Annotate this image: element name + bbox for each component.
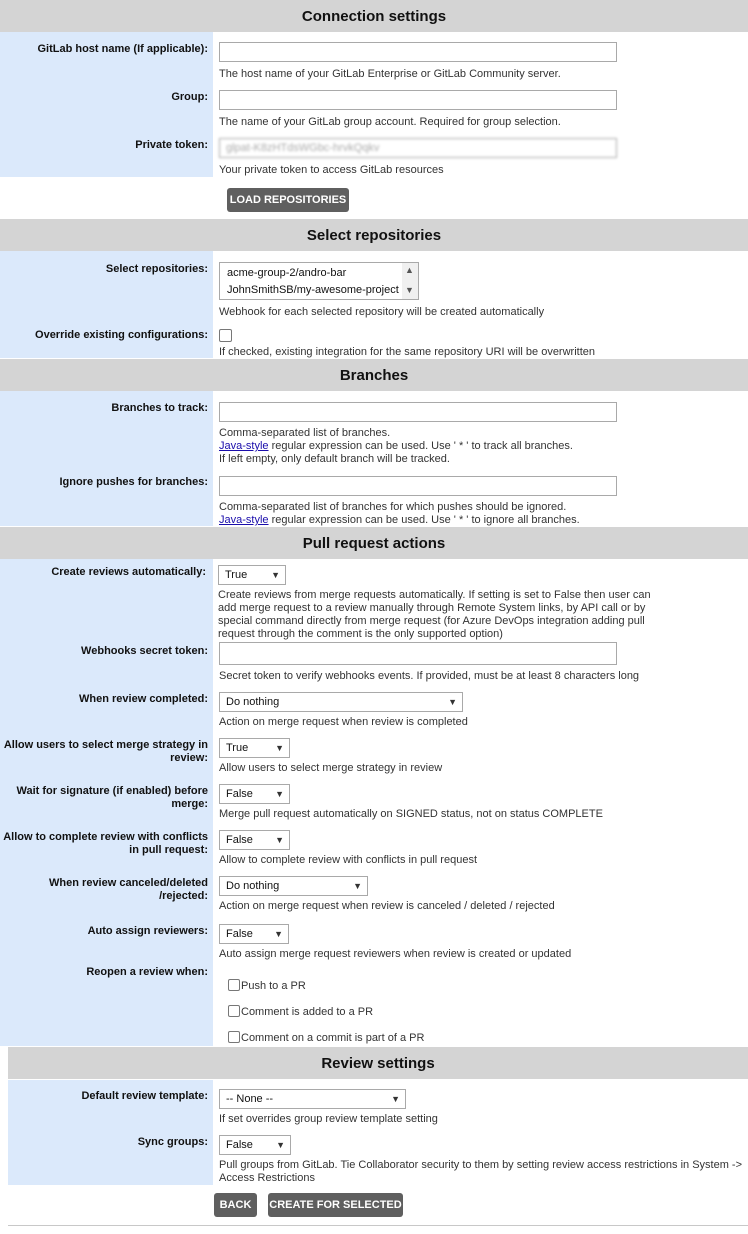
reopen-comment-label: Comment is added to a PR — [241, 1006, 374, 1018]
merge-strategy-label: Allow users to select merge strategy in review: — [3, 739, 208, 764]
ignore-pushes-help-regex: regular expression can be used. Use ' * ' to ignore all branches. — [268, 514, 580, 526]
branches-track-help-3: If left empty, only default branch will be tracked. — [219, 453, 450, 465]
conflicts-value: False — [226, 834, 253, 846]
section-header-branches: Branches — [0, 359, 748, 391]
chevron-down-icon: ▼ — [276, 1140, 285, 1150]
webhooks-secret-label: Webhooks secret token: — [81, 645, 208, 657]
branches-track-help-2 — [219, 440, 573, 453]
create-for-selected-button[interactable]: CREATE FOR SELECTED — [268, 1193, 403, 1217]
host-help: The host name of your GitLab Enterprise or GitLab Community server. — [219, 68, 561, 80]
footer-divider — [8, 1225, 748, 1226]
repository-option[interactable]: JohnSmithSB/my-awesome-project — [227, 284, 399, 296]
group-help: The name of your GitLab group account. Required for group selection. — [219, 116, 561, 128]
sync-groups-value: False — [226, 1139, 253, 1151]
java-style-link[interactable]: Java-style — [219, 514, 269, 526]
java-style-link[interactable]: Java-style — [219, 440, 269, 452]
chevron-down-icon: ▼ — [448, 697, 457, 707]
chevron-down-icon: ▼ — [275, 835, 284, 845]
repositories-listbox[interactable] — [219, 262, 419, 300]
load-repositories-button[interactable]: LOAD REPOSITORIES — [227, 188, 349, 212]
select-repositories-help: Webhook for each selected repository will be created automatically — [219, 306, 545, 318]
conflicts-label: Allow to complete review with conflicts in pull request: — [3, 831, 208, 856]
group-label: Group: — [171, 91, 208, 103]
ignore-pushes-label: Ignore pushes for branches: — [59, 476, 208, 488]
select-repositories-label: Select repositories: — [105, 263, 208, 275]
merge-strategy-value: True — [226, 742, 249, 754]
create-reviews-label: Create reviews automatically: — [51, 566, 206, 578]
listbox-scrollbar[interactable] — [402, 263, 418, 299]
review-completed-label: When review completed: — [79, 693, 208, 705]
reopen-push-label: Push to a PR — [241, 980, 306, 992]
chevron-down-icon: ▼ — [391, 1094, 400, 1104]
conflicts-help: Allow to complete review with conflicts in pull request — [219, 854, 478, 866]
token-help: Your private token to access GitLab resources — [219, 164, 444, 176]
webhooks-secret-input[interactable] — [219, 642, 617, 665]
scroll-up-icon[interactable]: ▲ — [405, 265, 414, 275]
review-canceled-label: When review canceled/deleted /rejected: — [49, 877, 208, 902]
auto-assign-value: False — [226, 928, 253, 940]
sync-groups-help: Pull groups from GitLab. Tie Collaborator security to them by setting review access restrictions in System -> Access Restrictions — [219, 1159, 743, 1184]
conflicts-select[interactable] — [219, 830, 290, 850]
chevron-down-icon: ▼ — [271, 570, 280, 580]
branches-track-label: Branches to track: — [111, 402, 208, 414]
branches-track-help-1: Comma-separated list of branches. — [219, 427, 391, 439]
review-canceled-help: Action on merge request when review is canceled / deleted / rejected — [219, 900, 555, 912]
group-input[interactable] — [219, 90, 617, 110]
section-header-connection: Connection settings — [0, 0, 748, 32]
create-reviews-help: Create reviews from merge requests automatically. If setting is set to False then user can add merge request to a review manually through Remote System links, by API call or by special command directly from merge request (for Azure DevOps integration adding pull request through the comment is the only supported option) — [218, 589, 651, 640]
review-completed-value: Do nothing — [226, 696, 280, 708]
review-template-help: If set overrides group review template setting — [219, 1113, 438, 1125]
review-canceled-value: Do nothing — [226, 880, 280, 892]
back-button[interactable]: BACK — [214, 1193, 257, 1217]
review-completed-select[interactable] — [219, 692, 463, 712]
private-token-input[interactable] — [219, 138, 617, 158]
branches-track-help-regex: regular expression can be used. Use ' * ' to track all branches. — [268, 440, 573, 452]
section-header-pull-request: Pull request actions — [0, 527, 748, 559]
chevron-down-icon: ▼ — [275, 743, 284, 753]
token-label: Private token: — [135, 139, 208, 151]
wait-signature-value: False — [226, 788, 253, 800]
review-template-value: -- None -- — [226, 1093, 274, 1105]
sync-groups-label: Sync groups: — [137, 1136, 208, 1148]
wait-signature-label: Wait for signature (if enabled) before merge: — [16, 785, 208, 810]
review-template-label: Default review template: — [81, 1090, 208, 1102]
review-completed-help: Action on merge request when review is completed — [219, 716, 468, 728]
reopen-commit-comment-label: Comment on a commit is part of a PR — [241, 1032, 425, 1044]
chevron-down-icon: ▼ — [275, 789, 284, 799]
scroll-down-icon[interactable]: ▼ — [405, 285, 414, 295]
override-help: If checked, existing integration for the same repository URI will be overwritten — [219, 346, 595, 358]
sync-groups-select[interactable] — [219, 1135, 291, 1155]
ignore-pushes-help-2 — [219, 514, 580, 527]
review-template-select[interactable] — [219, 1089, 406, 1109]
reopen-commit-comment-checkbox[interactable] — [228, 1031, 240, 1043]
reopen-comment-checkbox[interactable] — [228, 1005, 240, 1017]
chevron-down-icon: ▼ — [353, 881, 362, 891]
override-checkbox[interactable] — [219, 329, 232, 342]
branches-track-input[interactable] — [219, 402, 617, 422]
section-header-review: Review settings — [8, 1047, 748, 1079]
reopen-push-checkbox[interactable] — [228, 979, 240, 991]
auto-assign-label: Auto assign reviewers: — [87, 925, 208, 937]
chevron-down-icon: ▼ — [274, 929, 283, 939]
section-header-repositories: Select repositories — [0, 219, 748, 251]
create-reviews-value: True — [225, 569, 248, 581]
webhooks-secret-help: Secret token to verify webhooks events. If provided, must be at least 8 characters long — [219, 670, 640, 682]
review-canceled-select[interactable] — [219, 876, 368, 896]
wait-signature-help: Merge pull request automatically on SIGNED status, not on status COMPLETE — [219, 808, 603, 820]
create-reviews-select[interactable] — [218, 565, 286, 585]
reopen-review-label: Reopen a review when: — [86, 966, 208, 978]
wait-signature-select[interactable] — [219, 784, 290, 804]
merge-strategy-select[interactable] — [219, 738, 290, 758]
auto-assign-help: Auto assign merge request reviewers when review is created or updated — [219, 948, 572, 960]
auto-assign-select[interactable] — [219, 924, 289, 944]
repository-option[interactable]: acme-group-2/andro-bar — [227, 267, 347, 279]
override-label: Override existing configurations: — [35, 329, 208, 341]
host-input[interactable] — [219, 42, 617, 62]
ignore-pushes-input[interactable] — [219, 476, 617, 496]
ignore-pushes-help-1: Comma-separated list of branches for which pushes should be ignored. — [219, 501, 567, 513]
merge-strategy-help: Allow users to select merge strategy in review — [219, 762, 443, 774]
host-label: GitLab host name (If applicable): — [37, 43, 208, 55]
